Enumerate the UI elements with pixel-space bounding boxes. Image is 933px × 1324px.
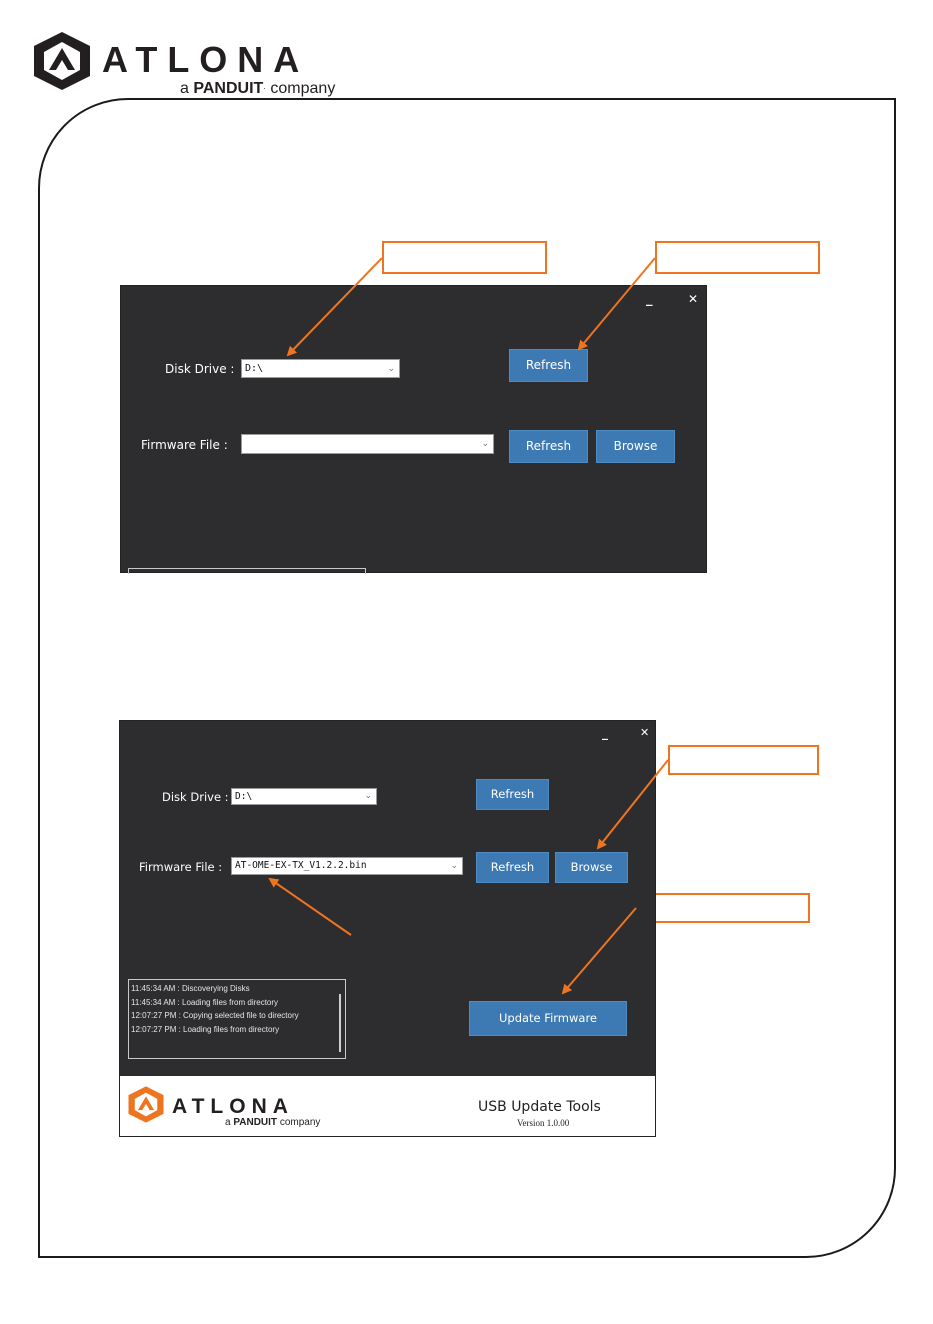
log-line: 11:45:34 AM : Discoverying Disks <box>131 984 250 993</box>
header-tagline: a PANDUIT· company <box>180 80 336 97</box>
footer-version: Version 1.0.00 <box>517 1118 570 1128</box>
update-firmware-button[interactable]: Update Firmware <box>469 1001 627 1036</box>
arrow-refresh <box>579 258 655 349</box>
minimize-button[interactable]: _ <box>646 292 653 307</box>
refresh-drive-button[interactable]: Refresh <box>476 779 549 810</box>
firmware-file-value: AT-OME-EX-TX_V1.2.2.bin <box>235 860 367 871</box>
browse-button[interactable]: Browse <box>555 852 628 883</box>
log-line: 12:07:27 PM : Copying selected file to directory <box>131 1011 299 1020</box>
chevron-down-icon: ⌄ <box>450 861 458 871</box>
footer-brand-name: ATLONA <box>172 1095 294 1118</box>
footer-tagline-prefix: a <box>225 1117 231 1128</box>
log-line: 12:07:27 PM : Loading files from directory <box>131 1024 280 1034</box>
firmware-file-label: Firmware File : <box>141 438 228 452</box>
chevron-down-icon: ⌄ <box>481 439 489 449</box>
close-button[interactable]: ✕ <box>688 292 699 306</box>
header-tagline-brand: PANDUIT <box>193 80 264 97</box>
disk-drive-label: Disk Drive : <box>165 362 235 376</box>
browse-button[interactable]: Browse <box>596 430 675 463</box>
chevron-down-icon: ⌄ <box>364 791 372 801</box>
chevron-down-icon: ⌄ <box>387 364 395 374</box>
log-line: 11:45:34 AM : Loading files from directory <box>131 997 279 1007</box>
header-tagline-prefix: a <box>180 80 189 97</box>
minimize-button[interactable]: _ <box>602 726 608 740</box>
refresh-file-button[interactable]: Refresh <box>509 430 588 463</box>
close-button[interactable]: ✕ <box>640 726 650 739</box>
refresh-file-button[interactable]: Refresh <box>476 852 549 883</box>
disk-drive-value: D:\ <box>235 791 253 802</box>
refresh-drive-button[interactable]: Refresh <box>509 349 588 382</box>
footer-tagline-suffix: company <box>279 1117 321 1128</box>
firmware-file-label: Firmware File : <box>139 860 223 874</box>
header-brand-name: ATLONA <box>102 39 310 80</box>
footer-tagline-brand: PANDUIT <box>233 1117 278 1128</box>
arrow-update <box>563 908 636 993</box>
footer-app-title: USB Update Tools <box>478 1099 601 1115</box>
disk-drive-value: D:\ <box>245 363 264 374</box>
arrow-disk-drive <box>288 258 382 355</box>
arrow-browse <box>598 760 668 848</box>
header-tagline-suffix: company <box>270 80 336 97</box>
disk-drive-label: Disk Drive : <box>162 790 229 804</box>
arrow-firmware-file <box>270 879 351 935</box>
